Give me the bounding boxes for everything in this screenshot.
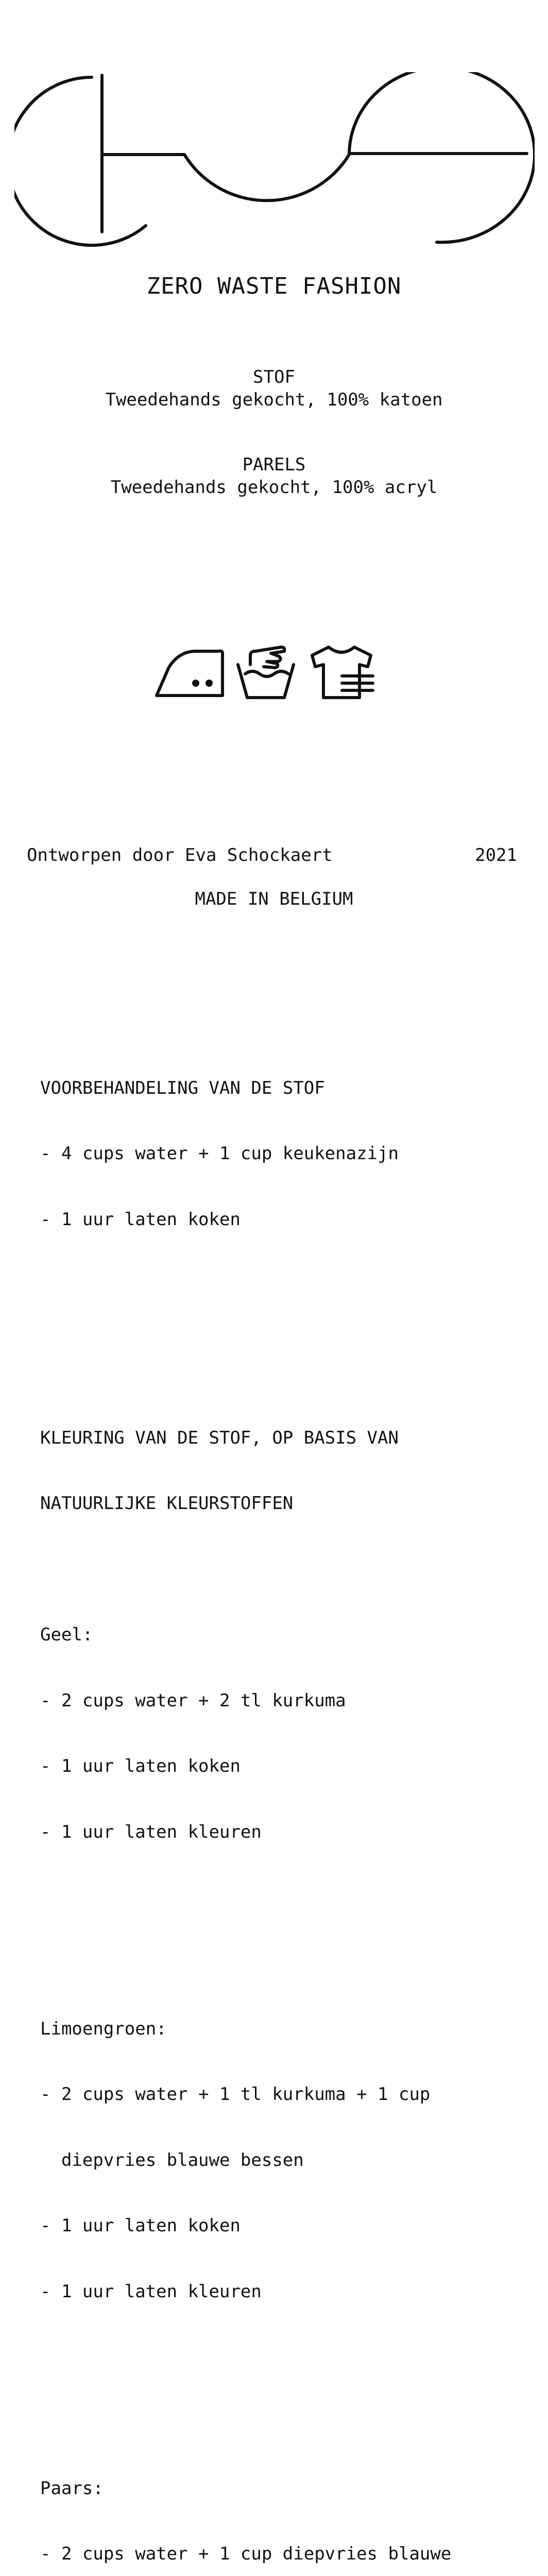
material-description: Tweedehands gekocht, 100% acryl	[0, 476, 548, 499]
instruction-line: - 2 cups water + 2 tl kurkuma	[40, 1690, 535, 1712]
instruction-line: - 1 uur laten koken	[40, 2215, 535, 2237]
instruction-line: - 1 uur laten koken	[40, 1755, 535, 1777]
logo-first-e	[14, 77, 146, 245]
line-dry-icon	[308, 644, 375, 701]
material-fabric	[0, 366, 548, 411]
color-recipe-lime	[40, 1974, 535, 2347]
instruction-line: - 1 uur laten kleuren	[40, 2281, 535, 2303]
logo-second-e	[349, 72, 535, 242]
instruction-line: - 2 cups water + 1 cup diepvries blauwe	[40, 2543, 535, 2565]
instruction-line: - 1 uur laten kleuren	[40, 1821, 535, 1843]
section-title: VOORBEHANDELING VAN DE STOF	[40, 1077, 535, 1099]
designer-credit: Ontworpen door Eva Schockaert	[27, 845, 333, 866]
care-icons	[153, 644, 390, 711]
year: 2021	[475, 845, 517, 866]
instruction-line: diepvries blauwe bessen	[40, 2149, 535, 2172]
instruction-line: - 4 cups water + 1 cup keukenazijn	[40, 1143, 535, 1165]
instructions	[40, 968, 535, 2576]
material-description: Tweedehands gekocht, 100% katoen	[0, 388, 548, 411]
material-title: STOF	[0, 366, 548, 388]
section-title: NATUURLIJKE KLEURSTOFFEN	[40, 1493, 535, 1515]
color-name: Paars:	[40, 2478, 535, 2500]
instruction-line: - 1 uur laten koken	[40, 1209, 535, 1231]
instruction-line: - 2 cups water + 1 tl kurkuma + 1 cup	[40, 2083, 535, 2106]
credits	[27, 845, 517, 866]
made-in-label: MADE IN BELGIUM	[0, 889, 548, 909]
eve-logo	[14, 72, 535, 247]
color-recipe-yellow	[40, 1580, 535, 1887]
color-name: Limoengroen:	[40, 2018, 535, 2040]
logo-wave	[184, 155, 349, 200]
color-name: Geel:	[40, 1624, 535, 1646]
iron-icon	[153, 644, 226, 701]
color-recipe-purple	[40, 2434, 535, 2576]
pretreatment-section	[40, 1033, 535, 1275]
hand-wash-icon	[235, 644, 297, 701]
material-title: PARELS	[0, 453, 548, 476]
section-title: KLEURING VAN DE STOF, OP BASIS VAN	[40, 1427, 535, 1449]
dyeing-section	[40, 1383, 535, 2576]
material-beads	[0, 453, 548, 499]
tagline: ZERO WASTE FASHION	[0, 273, 548, 299]
